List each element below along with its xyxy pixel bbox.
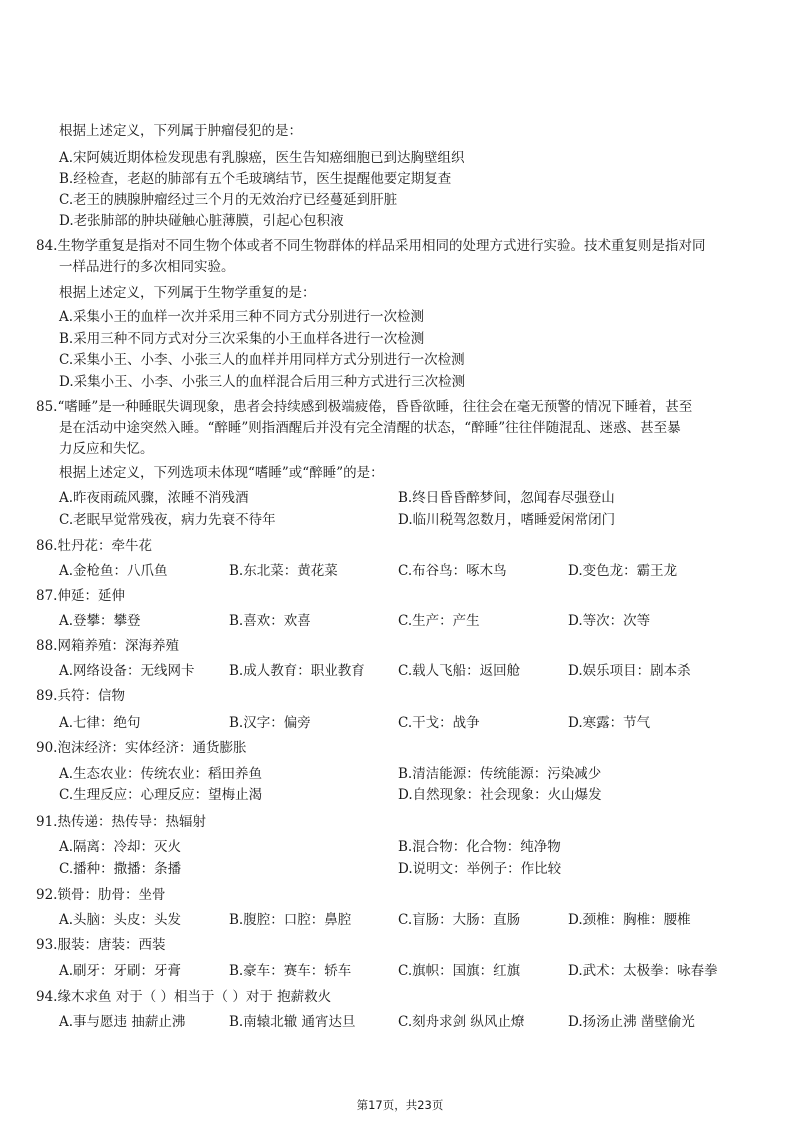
q86-option-b: B.东北菜：黄花菜 [229, 563, 338, 579]
q84-stem-2: 一样品进行的多次相同实验。 [59, 259, 235, 275]
q83-option-b: B.经检查，老赵的肺部有五个毛玻璃结节，医生提醒他要定期复查 [59, 171, 452, 187]
q85-prompt: 根据上述定义，下列选项未体现“嗜睡”或“醉睡”的是： [59, 465, 384, 481]
q88-option-d: D.娱乐项目：剧本杀 [568, 663, 691, 679]
q90-option-d: D.自然现象：社会现象：火山爆发 [398, 787, 602, 803]
q84-prompt: 根据上述定义，下列属于生物学重复的是： [59, 285, 316, 301]
q88-stem: 88.网箱养殖：深海养殖 [36, 638, 179, 654]
q85-option-a: A.昨夜雨疏风骤，浓睡不消残酒 [59, 490, 249, 506]
q94-option-b: B.南辕北辙 通宵达旦 [229, 1014, 356, 1030]
q85-option-d: D.临川税驾忽数月，嗜睡爱闲常闭门 [398, 512, 616, 528]
q88-option-c: C.载人飞船：返回舱 [398, 663, 521, 679]
q94-stem: 94.缘木求鱼 对于（ ）相当于（ ）对于 抱薪救火 [36, 989, 332, 1005]
q90-option-c: C.生理反应：心理反应：望梅止渴 [59, 787, 263, 803]
q85-stem-3: 力反应和失忆。 [59, 441, 154, 457]
q91-option-a: A.隔离：冷却：灭火 [59, 839, 182, 855]
q84-option-b: B.采用三种不同方式对分三次采集的小王血样各进行一次检测 [59, 331, 425, 347]
q91-stem: 91.热传递：热传导：热辐射 [36, 814, 206, 830]
q85-stem-1: 85.“嗜睡”是一种睡眠失调现象，患者会持续感到极端疲倦，昏昏欲睡，往往会在毫无预警的情况下睡着，甚至 [36, 399, 693, 415]
q89-option-a: A.七律：绝句 [59, 715, 141, 731]
q92-stem: 92.锁骨：肋骨：坐骨 [36, 887, 166, 903]
q86-option-d: D.变色龙：霸王龙 [568, 563, 678, 579]
q86-option-a: A.金枪鱼：八爪鱼 [59, 563, 168, 579]
q94-option-d: D.扬汤止沸 凿壁偷光 [568, 1014, 695, 1030]
q89-option-b: B.汉字：偏旁 [229, 715, 311, 731]
q89-option-c: C.干戈：战争 [398, 715, 480, 731]
q85-stem-2: 是在活动中途突然入睡。“醉睡”则指酒醒后并没有完全清醒的状态，“醉睡”往往伴随混乱、迷惑、甚至暴 [59, 420, 681, 436]
q84-stem-1: 84.生物学重复是指对不同生物个体或者不同生物群体的样品采用相同的处理方式进行实验。技术重复则是指对同 [36, 238, 706, 254]
q83-option-d: D.老张肺部的肿块碰触心脏薄膜，引起心包积液 [59, 213, 344, 229]
q92-option-c: C.盲肠：大肠：直肠 [398, 912, 521, 928]
q91-option-d: D.说明文：举例子：作比较 [398, 861, 562, 877]
q83-option-c: C.老王的胰腺肿瘤经过三个月的无效治疗已经蔓延到肝脏 [59, 192, 398, 208]
q94-option-c: C.刻舟求剑 纵风止燎 [398, 1014, 525, 1030]
q86-option-c: C.布谷鸟：啄木鸟 [398, 563, 507, 579]
q92-option-b: B.腹腔：口腔：鼻腔 [229, 912, 352, 928]
q87-stem: 87.伸延：延伸 [36, 588, 125, 604]
q86-stem: 86.牡丹花：牵牛花 [36, 538, 152, 554]
q87-option-b: B.喜欢：欢喜 [229, 613, 311, 629]
q92-option-d: D.颈椎：胸椎：腰椎 [568, 912, 691, 928]
q83-prompt: 根据上述定义，下列属于肿瘤侵犯的是： [59, 123, 302, 139]
q93-stem: 93.服装：唐装：西装 [36, 937, 166, 953]
q87-option-a: A.登攀：攀登 [59, 613, 141, 629]
q91-option-c: C.播种：撒播：条播 [59, 861, 182, 877]
q93-option-a: A.刷牙：牙刷：牙膏 [59, 963, 182, 979]
q93-option-c: C.旗帜：国旗：红旗 [398, 963, 521, 979]
q84-option-c: C.采集小王、小李、小张三人的血样并用同样方式分别进行一次检测 [59, 352, 465, 368]
q83-option-a: A.宋阿姨近期体检发现患有乳腺癌，医生告知癌细胞已到达胸壁组织 [59, 150, 465, 166]
q90-stem: 90.泡沫经济：实体经济：通货膨胀 [36, 740, 247, 756]
q85-option-c: C.老眠早觉常残夜，病力先衰不待年 [59, 512, 276, 528]
q89-stem: 89.兵符：信物 [36, 688, 125, 704]
q87-option-d: D.等次：次等 [568, 613, 651, 629]
q92-option-a: A.头脑：头皮：头发 [59, 912, 182, 928]
q88-option-b: B.成人教育：职业教育 [229, 663, 365, 679]
q87-option-c: C.生产：产生 [398, 613, 480, 629]
q84-option-d: D.采集小王、小李、小张三人的血样混合后用三种方式进行三次检测 [59, 374, 466, 390]
q93-option-b: B.豪车：赛车：轿车 [229, 963, 352, 979]
q93-option-d: D.武术：太极拳：咏春拳 [568, 963, 718, 979]
q85-option-b: B.终日昏昏醉梦间，忽闻春尽强登山 [398, 490, 615, 506]
q94-option-a: A.事与愿违 抽薪止沸 [59, 1014, 186, 1030]
page-number: 第17页，共23页 [356, 1098, 444, 1112]
q90-option-b: B.清洁能源：传统能源：污染减少 [398, 766, 602, 782]
q91-option-b: B.混合物：化合物：纯净物 [398, 839, 561, 855]
q84-option-a: A.采集小王的血样一次并采用三种不同方式分别进行一次检测 [59, 309, 425, 325]
q88-option-a: A.网络设备：无线网卡 [59, 663, 195, 679]
q90-option-a: A.生态农业：传统农业：稻田养鱼 [59, 766, 263, 782]
q89-option-d: D.寒露：节气 [568, 715, 651, 731]
